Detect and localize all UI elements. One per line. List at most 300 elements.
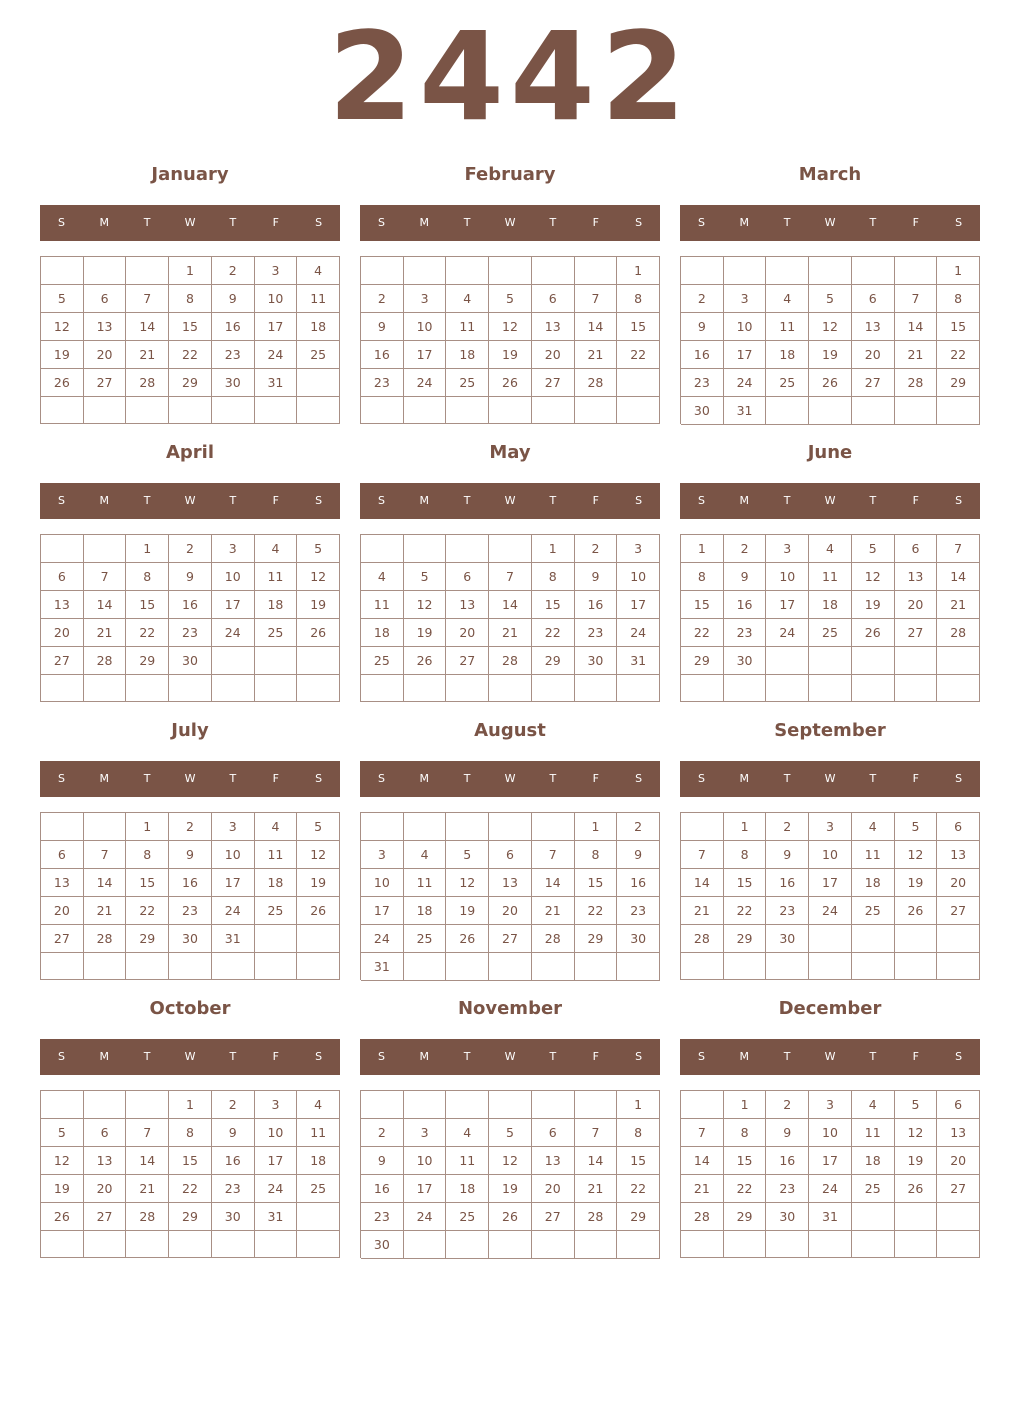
day-cell: 12 [41, 1147, 84, 1175]
weekday-label: S [377, 772, 385, 785]
empty-day-cell [895, 1203, 938, 1231]
day-cell: 16 [617, 869, 660, 897]
day-cell: 8 [126, 563, 169, 591]
empty-day-cell [937, 953, 980, 980]
day-cell: 17 [404, 341, 447, 369]
weekday-label: T [143, 1050, 151, 1063]
empty-day-cell [361, 535, 404, 563]
month-name: June [807, 442, 853, 463]
weekday-label: S [315, 1050, 323, 1063]
day-cell: 29 [724, 1203, 767, 1231]
weekday-label: F [912, 216, 919, 229]
day-cell: 27 [446, 647, 489, 675]
day-cell: 16 [212, 1147, 255, 1175]
empty-day-cell [446, 1091, 489, 1119]
day-cell: 29 [169, 369, 212, 397]
day-cell: 3 [404, 285, 447, 313]
empty-day-cell [212, 953, 255, 980]
day-cell: 22 [681, 619, 724, 647]
day-cell: 11 [446, 1147, 489, 1175]
empty-day-cell [297, 675, 340, 702]
empty-day-cell [297, 397, 340, 424]
empty-day-cell [852, 925, 895, 953]
empty-day-cell [297, 925, 340, 953]
day-cell: 19 [489, 1175, 532, 1203]
empty-day-cell [681, 953, 724, 980]
day-cell: 1 [575, 813, 618, 841]
weekday-label: S [315, 216, 323, 229]
weekday-label: T [229, 494, 237, 507]
day-cell: 26 [404, 647, 447, 675]
empty-day-cell [41, 257, 84, 285]
day-cell: 26 [895, 897, 938, 925]
day-cell: 3 [724, 285, 767, 313]
day-cell: 9 [169, 841, 212, 869]
day-cell: 15 [724, 869, 767, 897]
day-cell: 3 [809, 813, 852, 841]
empty-day-cell [84, 675, 127, 702]
day-cell: 6 [937, 1091, 980, 1119]
day-grid [360, 1090, 660, 1258]
weekday-header [40, 761, 340, 797]
day-cell: 19 [809, 341, 852, 369]
day-cell: 18 [766, 341, 809, 369]
day-cell: 15 [126, 591, 169, 619]
day-grid [40, 1090, 340, 1258]
day-cell: 25 [446, 369, 489, 397]
weekday-label: S [955, 494, 963, 507]
day-cell: 9 [212, 1119, 255, 1147]
empty-day-cell [852, 647, 895, 675]
empty-day-cell [41, 1231, 84, 1258]
day-cell: 21 [532, 897, 575, 925]
day-cell: 1 [532, 535, 575, 563]
day-cell: 21 [937, 591, 980, 619]
day-cell: 16 [724, 591, 767, 619]
month-name: April [165, 442, 215, 463]
empty-day-cell [297, 1203, 340, 1231]
day-cell: 30 [212, 369, 255, 397]
day-cell: 8 [724, 1119, 767, 1147]
day-cell: 13 [41, 591, 84, 619]
empty-day-cell [361, 397, 404, 424]
empty-day-cell [41, 1091, 84, 1119]
day-cell: 14 [84, 591, 127, 619]
day-cell: 19 [404, 619, 447, 647]
day-cell: 27 [852, 369, 895, 397]
day-cell: 20 [446, 619, 489, 647]
day-cell: 5 [297, 535, 340, 563]
day-cell: 16 [681, 341, 724, 369]
day-cell: 2 [681, 285, 724, 313]
day-cell: 20 [937, 869, 980, 897]
day-cell: 29 [532, 647, 575, 675]
empty-day-cell [404, 813, 447, 841]
day-cell: 13 [937, 1119, 980, 1147]
weekday-label: F [272, 494, 279, 507]
day-cell: 8 [126, 841, 169, 869]
empty-day-cell [84, 813, 127, 841]
day-cell: 22 [169, 341, 212, 369]
empty-day-cell [126, 257, 169, 285]
day-cell: 7 [84, 841, 127, 869]
weekday-label: S [57, 772, 65, 785]
day-cell: 7 [575, 285, 618, 313]
day-cell: 14 [575, 313, 618, 341]
day-cell: 11 [852, 1119, 895, 1147]
empty-day-cell [446, 257, 489, 285]
day-cell: 20 [937, 1147, 980, 1175]
empty-day-cell [937, 1231, 980, 1258]
day-cell: 2 [766, 1091, 809, 1119]
day-cell: 12 [809, 313, 852, 341]
empty-day-cell [895, 953, 938, 980]
weekday-label: F [272, 1050, 279, 1063]
day-cell: 22 [937, 341, 980, 369]
empty-day-cell [84, 397, 127, 424]
weekday-label: S [57, 1050, 65, 1063]
day-cell: 9 [361, 1147, 404, 1175]
day-cell: 21 [681, 897, 724, 925]
empty-day-cell [895, 675, 938, 702]
weekday-header [680, 205, 980, 241]
empty-day-cell [681, 675, 724, 702]
weekday-label: S [635, 494, 643, 507]
day-cell: 6 [84, 285, 127, 313]
day-cell: 17 [255, 313, 298, 341]
day-cell: 5 [41, 1119, 84, 1147]
day-cell: 13 [84, 313, 127, 341]
weekday-label: S [697, 216, 705, 229]
weekday-header [680, 1039, 980, 1075]
day-cell: 15 [681, 591, 724, 619]
empty-day-cell [575, 1091, 618, 1119]
empty-day-cell [852, 953, 895, 980]
day-cell: 17 [724, 341, 767, 369]
day-grid [360, 256, 660, 424]
day-grid [360, 812, 660, 980]
day-cell: 18 [297, 313, 340, 341]
day-cell: 3 [255, 257, 298, 285]
day-cell: 9 [575, 563, 618, 591]
empty-day-cell [532, 257, 575, 285]
day-cell: 14 [126, 1147, 169, 1175]
weekday-label: M [99, 772, 110, 785]
day-cell: 7 [489, 563, 532, 591]
weekday-label: S [635, 1050, 643, 1063]
day-cell: 16 [361, 341, 404, 369]
weekday-label: W [184, 1050, 196, 1063]
day-cell: 5 [809, 285, 852, 313]
day-cell: 15 [575, 869, 618, 897]
day-cell: 4 [297, 1091, 340, 1119]
day-cell: 27 [41, 647, 84, 675]
day-cell: 23 [617, 897, 660, 925]
day-cell: 20 [895, 591, 938, 619]
day-cell: 1 [724, 813, 767, 841]
empty-day-cell [489, 1231, 532, 1259]
empty-day-cell [404, 953, 447, 981]
weekday-label: M [419, 772, 430, 785]
day-cell: 30 [724, 647, 767, 675]
day-cell: 11 [297, 1119, 340, 1147]
weekday-header [40, 483, 340, 519]
weekday-label: S [377, 216, 385, 229]
empty-day-cell [895, 647, 938, 675]
weekday-label: T [549, 494, 557, 507]
day-cell: 30 [681, 397, 724, 425]
empty-day-cell [446, 1231, 489, 1259]
month-name: August [474, 720, 546, 741]
day-cell: 10 [809, 841, 852, 869]
day-cell: 8 [724, 841, 767, 869]
weekday-label: T [463, 216, 471, 229]
day-cell: 29 [126, 925, 169, 953]
empty-day-cell [532, 397, 575, 424]
empty-day-cell [41, 813, 84, 841]
empty-day-cell [446, 953, 489, 981]
day-cell: 31 [617, 647, 660, 675]
empty-day-cell [255, 1231, 298, 1258]
empty-day-cell [84, 1231, 127, 1258]
day-cell: 5 [489, 1119, 532, 1147]
day-cell: 28 [937, 619, 980, 647]
day-cell: 7 [84, 563, 127, 591]
weekday-label: S [57, 216, 65, 229]
weekday-label: T [869, 494, 877, 507]
day-cell: 30 [361, 1231, 404, 1259]
day-cell: 1 [617, 257, 660, 285]
day-cell: 9 [617, 841, 660, 869]
day-cell: 21 [84, 619, 127, 647]
empty-day-cell [895, 257, 938, 285]
empty-day-cell [532, 1091, 575, 1119]
day-cell: 14 [126, 313, 169, 341]
day-cell: 14 [575, 1147, 618, 1175]
day-grid [680, 812, 980, 980]
day-cell: 1 [617, 1091, 660, 1119]
day-cell: 13 [937, 841, 980, 869]
empty-day-cell [532, 813, 575, 841]
weekday-label: S [57, 494, 65, 507]
empty-day-cell [766, 397, 809, 425]
empty-day-cell [852, 257, 895, 285]
day-cell: 30 [617, 925, 660, 953]
day-cell: 16 [212, 313, 255, 341]
weekday-label: W [504, 216, 516, 229]
day-cell: 22 [617, 1175, 660, 1203]
day-cell: 29 [126, 647, 169, 675]
day-cell: 13 [41, 869, 84, 897]
weekday-label: W [824, 494, 836, 507]
day-cell: 30 [169, 925, 212, 953]
empty-day-cell [532, 1231, 575, 1259]
weekday-label: F [592, 1050, 599, 1063]
empty-day-cell [809, 257, 852, 285]
day-cell: 11 [404, 869, 447, 897]
empty-day-cell [617, 1231, 660, 1259]
day-cell: 1 [937, 257, 980, 285]
empty-day-cell [895, 1231, 938, 1258]
empty-day-cell [617, 369, 660, 397]
empty-day-cell [404, 675, 447, 702]
day-cell: 12 [895, 1119, 938, 1147]
day-cell: 22 [126, 897, 169, 925]
day-cell: 25 [361, 647, 404, 675]
day-cell: 20 [532, 341, 575, 369]
empty-day-cell [169, 397, 212, 424]
empty-day-cell [489, 397, 532, 424]
day-cell: 24 [361, 925, 404, 953]
day-cell: 26 [852, 619, 895, 647]
empty-day-cell [361, 257, 404, 285]
empty-day-cell [489, 813, 532, 841]
day-cell: 18 [446, 1175, 489, 1203]
day-cell: 1 [724, 1091, 767, 1119]
day-cell: 12 [489, 313, 532, 341]
empty-day-cell [169, 953, 212, 980]
weekday-label: T [143, 772, 151, 785]
weekday-label: T [549, 772, 557, 785]
day-cell: 10 [361, 869, 404, 897]
day-cell: 13 [895, 563, 938, 591]
day-cell: 25 [852, 1175, 895, 1203]
day-cell: 26 [41, 1203, 84, 1231]
day-cell: 12 [852, 563, 895, 591]
empty-day-cell [404, 1091, 447, 1119]
day-cell: 10 [212, 563, 255, 591]
weekday-label: F [592, 494, 599, 507]
day-cell: 11 [255, 563, 298, 591]
empty-day-cell [852, 1203, 895, 1231]
empty-day-cell [766, 953, 809, 980]
day-cell: 23 [361, 369, 404, 397]
empty-day-cell [766, 257, 809, 285]
day-cell: 3 [212, 813, 255, 841]
day-cell: 28 [575, 1203, 618, 1231]
day-cell: 1 [169, 1091, 212, 1119]
weekday-label: W [824, 1050, 836, 1063]
day-cell: 10 [766, 563, 809, 591]
day-cell: 31 [212, 925, 255, 953]
empty-day-cell [126, 1091, 169, 1119]
weekday-label: S [635, 216, 643, 229]
day-cell: 23 [766, 897, 809, 925]
day-cell: 4 [809, 535, 852, 563]
day-cell: 18 [361, 619, 404, 647]
weekday-header [40, 1039, 340, 1075]
day-cell: 24 [212, 897, 255, 925]
day-cell: 16 [169, 869, 212, 897]
empty-day-cell [489, 675, 532, 702]
weekday-label: T [549, 216, 557, 229]
day-cell: 21 [126, 341, 169, 369]
empty-day-cell [297, 369, 340, 397]
day-cell: 28 [126, 369, 169, 397]
empty-day-cell [681, 1231, 724, 1258]
empty-day-cell [575, 257, 618, 285]
day-cell: 17 [212, 869, 255, 897]
day-cell: 5 [404, 563, 447, 591]
day-cell: 12 [446, 869, 489, 897]
day-cell: 13 [532, 1147, 575, 1175]
day-cell: 30 [575, 647, 618, 675]
weekday-label: S [377, 494, 385, 507]
day-cell: 18 [852, 869, 895, 897]
day-cell: 8 [617, 1119, 660, 1147]
empty-day-cell [895, 925, 938, 953]
day-cell: 2 [617, 813, 660, 841]
weekday-label: S [955, 216, 963, 229]
day-cell: 29 [617, 1203, 660, 1231]
weekday-label: W [504, 494, 516, 507]
day-cell: 7 [532, 841, 575, 869]
day-cell: 29 [681, 647, 724, 675]
empty-day-cell [255, 953, 298, 980]
day-cell: 9 [681, 313, 724, 341]
day-cell: 5 [297, 813, 340, 841]
day-cell: 28 [575, 369, 618, 397]
day-cell: 6 [84, 1119, 127, 1147]
day-cell: 25 [852, 897, 895, 925]
empty-day-cell [126, 953, 169, 980]
day-cell: 5 [446, 841, 489, 869]
weekday-label: W [824, 772, 836, 785]
empty-day-cell [212, 397, 255, 424]
empty-day-cell [297, 1231, 340, 1258]
empty-day-cell [766, 675, 809, 702]
weekday-label: T [869, 772, 877, 785]
day-cell: 23 [169, 897, 212, 925]
day-cell: 19 [297, 869, 340, 897]
month-name: February [464, 164, 556, 185]
day-cell: 18 [852, 1147, 895, 1175]
day-cell: 15 [169, 1147, 212, 1175]
day-cell: 17 [212, 591, 255, 619]
day-cell: 8 [681, 563, 724, 591]
empty-day-cell [41, 535, 84, 563]
empty-day-cell [84, 257, 127, 285]
day-cell: 27 [937, 897, 980, 925]
weekday-header [360, 761, 660, 797]
day-cell: 12 [895, 841, 938, 869]
weekday-label: W [824, 216, 836, 229]
day-cell: 9 [361, 313, 404, 341]
day-cell: 18 [255, 591, 298, 619]
weekday-label: S [635, 772, 643, 785]
day-cell: 15 [724, 1147, 767, 1175]
empty-day-cell [446, 813, 489, 841]
day-cell: 26 [297, 619, 340, 647]
day-cell: 2 [361, 1119, 404, 1147]
month-name: September [774, 720, 886, 741]
day-cell: 20 [84, 341, 127, 369]
day-cell: 1 [681, 535, 724, 563]
day-cell: 20 [532, 1175, 575, 1203]
day-cell: 4 [446, 285, 489, 313]
weekday-header [40, 205, 340, 241]
empty-day-cell [41, 675, 84, 702]
day-cell: 25 [255, 897, 298, 925]
day-cell: 13 [852, 313, 895, 341]
day-cell: 13 [446, 591, 489, 619]
day-cell: 22 [126, 619, 169, 647]
weekday-label: W [504, 772, 516, 785]
day-cell: 23 [724, 619, 767, 647]
weekday-header [360, 205, 660, 241]
day-cell: 24 [255, 341, 298, 369]
day-cell: 18 [446, 341, 489, 369]
